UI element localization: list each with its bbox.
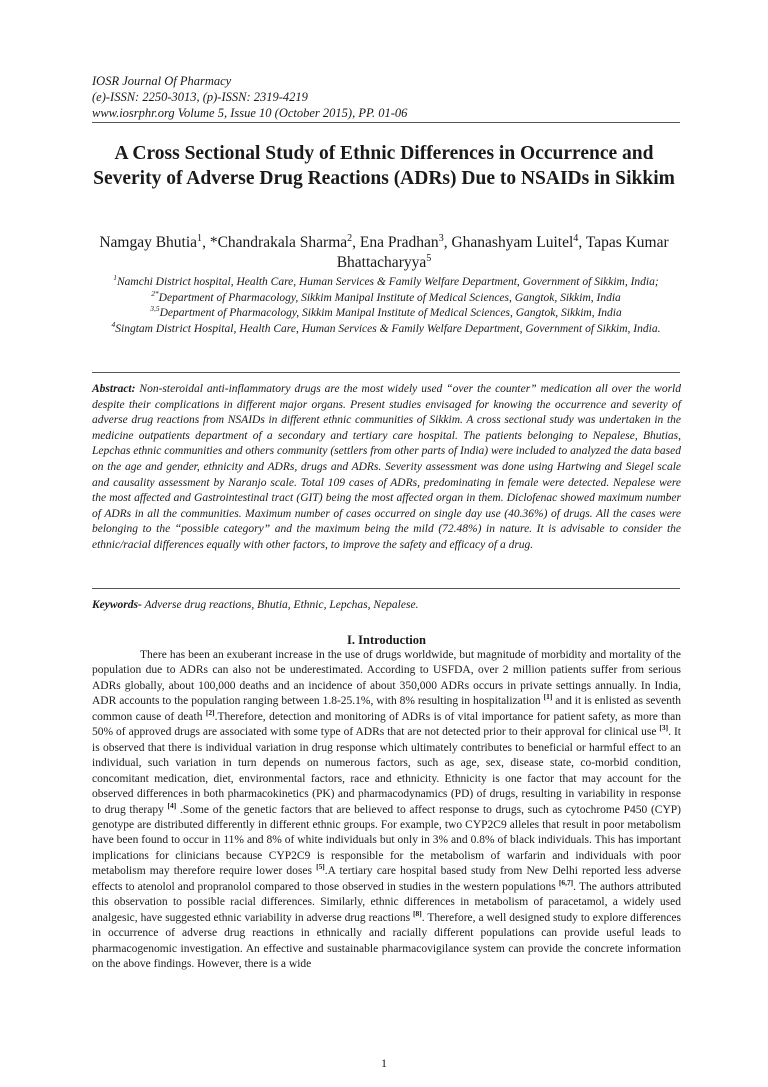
citation-ref: [3] bbox=[659, 723, 669, 733]
journal-volume: www.iosrphr.org Volume 5, Issue 10 (October 2015), PP. 01-06 bbox=[92, 106, 408, 120]
author-sup: 1 bbox=[197, 232, 203, 244]
author-name: Tapas Kumar Bhattacharyya bbox=[336, 234, 669, 271]
abstract-text: Non-steroidal anti-inflammatory drugs are the most widely used “over the counter” medication all over the world despite their complications in different major organs. Present studies envisaged for knowing the occurrence and severity of adverse drug reactions from NSAIDs in different ethnic communities of Sikkim. A cross sectional study was undertaken in the medicine outpatients department of a secondary and tertiary care hospital. The patients belonging to Nepalese, Bhutias, Lepchas ethnic communities and others community (settlers from other parts of India) were included to analyzed the data based on the age and gender, ethnicity and ADRs, drugs and ADRs. Severity assessment was done using Hartwing and Siegel scale and causality assessment by Naranjo scale. Total 109 cases of ADRs, predominating in female were detected. Nepalese were the most affected and Gastrointestinal tract (GIT) being the most affected organ in them. Diclofenac showed maximum number of ADRs in all the communities. Maximum number of cases occurred on single day use (40.36%) of drugs. All the cases were belonging to the “possible category” and the maximum being the mild (72.48%) in nature. It is advisable to consider the ethnic/racial differences equally with other factors, to improve the safety and efficacy of a drug. bbox=[92, 383, 681, 551]
keywords bbox=[92, 597, 681, 613]
affiliation-text: Department of Pharmacology, Sikkim Manipal Institute of Medical Sciences, Gangtok, Sikkim, India bbox=[158, 291, 621, 304]
paragraph-text: . It is observed that there is individual variation in drug response which ultimately contributes to beneficial or harmful effect to an individual, such variation in turn depends on numerous factors, such as age, sex, disease state, co-morbid condition, concomitant medication, diet, environmental factors, race and ethnicity. Ethnicity is one factor that may account for the observed differences in both pharmacokinetics (PK) and pharmacodynamics (PD) of drugs, resulting in variability in response to drug therapy bbox=[92, 726, 681, 816]
paper-title: A Cross Sectional Study of Ethnic Differences in Occurrence and Severity of Adverse Drug Reactions (ADRs) Due to NSAIDs in Sikkim bbox=[93, 143, 675, 189]
citation-ref: [8] bbox=[413, 908, 422, 918]
journal-header bbox=[92, 73, 682, 121]
affiliation bbox=[92, 275, 680, 291]
author-name: *Chandrakala Sharma bbox=[209, 234, 348, 251]
paragraph-text: . The authors attributed this observation to possible racial differences. Similarly, ethnic differences in metabolism of paracetamol, a widely used analgesic, have suggested ethnic variability in adverse drug reactions bbox=[92, 880, 681, 924]
abstract bbox=[92, 382, 681, 554]
citation-ref: [1] bbox=[543, 692, 553, 702]
paragraph-text: There has been an exuberant increase in the use of drugs worldwide, but magnitude of morbidity and mortality of the population due to ADRs can also not be underestimated. According to USFDA, over 2 million patients suffer from serious ADRs globally, about 100,000 deaths and an incidence of about 350,000 ADRs occurs in private settings annually. In India, ADR accounts to the population ranging between 1.8-25.1%, with 8% resulting in hospitalization bbox=[92, 649, 681, 708]
keywords-text: Adverse drug reactions, Bhutia, Ethnic, Lepchas, Nepalese. bbox=[141, 599, 419, 611]
affiliation-sup: 2* bbox=[151, 288, 159, 298]
introduction-paragraph bbox=[92, 648, 681, 973]
affiliation-list bbox=[92, 275, 680, 337]
paragraph-text: .A tertiary care hospital based study from New Delhi reported less adverse effects to atenolol and propranolol compared to those observed in studies in the western populations bbox=[92, 865, 681, 893]
journal-issn: (e)-ISSN: 2250-3013, (p)-ISSN: 2319-4219 bbox=[92, 90, 308, 104]
abstract-top-divider bbox=[92, 372, 680, 373]
affiliation bbox=[92, 288, 680, 307]
citation-ref: [4] bbox=[167, 800, 177, 810]
author-list: Namgay Bhutia$^1$, *Chandrakala Sharma$^2$, Ena Pradhan$^3$, Ghanashyam Luitel$^4$, Tapas Kumar Bhattacharyya$^5$ bbox=[99, 232, 669, 271]
citation-ref: [2] bbox=[205, 707, 215, 717]
affiliation bbox=[92, 306, 680, 322]
affiliation-sup: 3,5 bbox=[150, 304, 160, 314]
paragraph-text: .Therefore, detection and monitoring of ADRs is of vital importance for patient safety, as more than 50% of approved drugs are associated with some type of ADRs that are not detected prior to their approval for clinical use bbox=[92, 710, 682, 739]
citation-ref: [6,7] bbox=[558, 877, 574, 887]
author-sup: 5 bbox=[426, 252, 432, 264]
author-sup: 2 bbox=[347, 232, 353, 244]
paragraph-text: .Some of the genetic factors that are believed to affect response to drugs, such as cytochrome P450 (CYP) genotype are distributed differently in different ethnic groups. For example, two CYP2C9 alleles that result in poor metabolism have been found to occur in 11% and 8% of white individuals but only in 3% and 0.8% of black individuals. This has important implications for clinicians because CYP2C9 is responsible for the metabolism of warfarin and individuals with poor metabolism may therefore require lower doses bbox=[92, 803, 682, 878]
citation-ref: [5] bbox=[316, 862, 325, 872]
author-name: Namgay Bhutia bbox=[99, 234, 198, 251]
author-name: Ena Pradhan bbox=[359, 234, 439, 251]
affiliation-text: Department of Pharmacology, Sikkim Manipal Institute of Medical Sciences, Gangtok, Sikkim, India bbox=[159, 307, 622, 319]
abstract-label: Abstract: bbox=[92, 383, 136, 395]
section-heading: I. Introduction bbox=[347, 633, 426, 647]
keywords-label: Keywords- bbox=[92, 599, 142, 611]
author-name: Ghanashyam Luitel bbox=[451, 234, 574, 251]
affiliation-sup: 4 bbox=[111, 319, 116, 329]
abstract-bottom-divider bbox=[92, 588, 680, 589]
paragraph-text: and it is enlisted as seventh common cause of death bbox=[92, 695, 681, 723]
affiliation-text: Singtam District Hospital, Health Care, Human Services & Family Welfare Department, Government of Sikkim, India. bbox=[115, 322, 661, 335]
journal-name: IOSR Journal Of Pharmacy bbox=[92, 74, 232, 88]
author-sup: 3 bbox=[438, 232, 444, 244]
affiliation-text: Namchi District hospital, Health Care, Human Services & Family Welfare Department, Government of Sikkim, India; bbox=[117, 276, 659, 288]
author-sup: 4 bbox=[573, 232, 579, 244]
affiliation bbox=[92, 319, 680, 338]
header-divider bbox=[92, 122, 680, 123]
paragraph-text: . Therefore, a well designed study to explore differences in occurrence of adverse drug reactions in ethnically and racially different populations can provide useful leads to pharmacogenomic investigation. An effective and sustainable pharmacovigilance system can provide the concrete information on the above findings. However, there is a wide bbox=[92, 911, 681, 971]
page-number: 1 bbox=[381, 1056, 387, 1070]
affiliation-sup: 1 bbox=[113, 273, 118, 283]
